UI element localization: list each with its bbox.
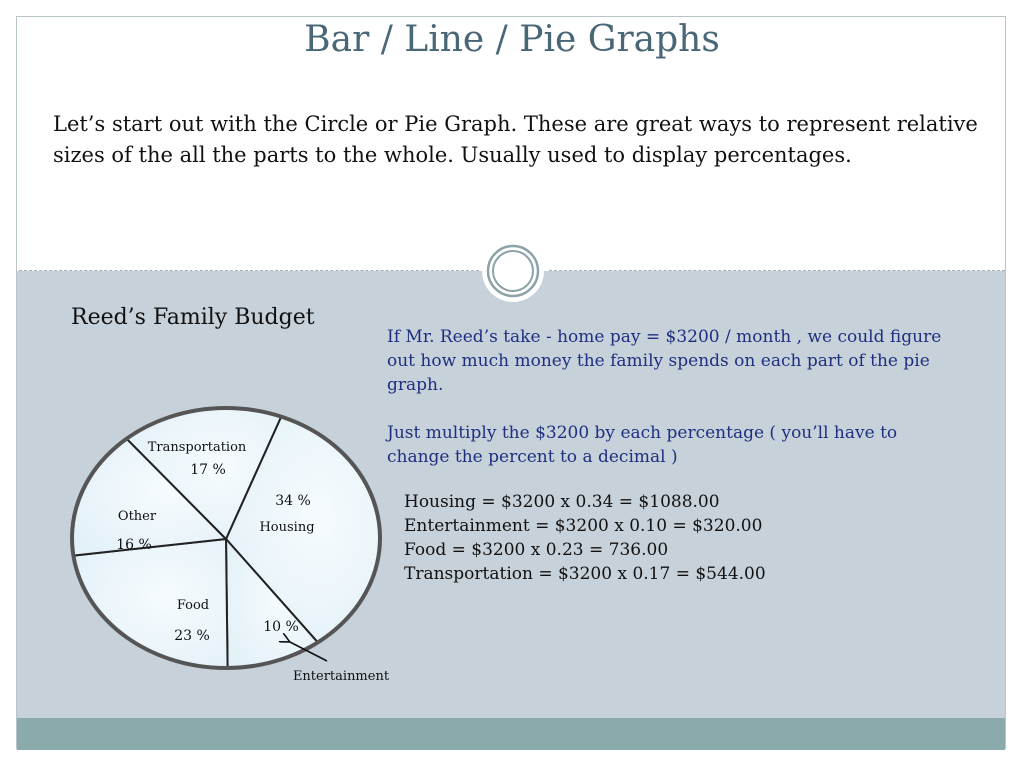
footer-bar: [17, 718, 1005, 750]
calculation-line-housing: Housing = $3200 x 0.34 = $1088.00: [404, 492, 720, 512]
slice-label-transportation: Transportation: [147, 440, 247, 455]
slice-label-housing: Housing: [259, 520, 315, 535]
slice-value-entertainment: 10 %: [263, 619, 299, 635]
slice-value-food: 23 %: [174, 628, 210, 644]
chart-title: Reed’s Family Budget: [71, 305, 315, 330]
slice-value-other: 16 %: [116, 537, 152, 553]
circle-ornament-icon: [481, 239, 545, 303]
calculations-list: [404, 490, 766, 586]
divider-line-left: [19, 270, 479, 271]
divider-line-right: [549, 270, 1005, 271]
calculation-line-transportation: Transportation = $3200 x 0.17 = $544.00: [404, 564, 766, 584]
explanation-paragraph-2: Just multiply the $3200 by each percentage ( you’ll have to change the percent to a decimal ): [387, 423, 898, 467]
explanation-paragraph-1: If Mr. Reed’s take - home pay = $3200 / month , we could figure out how much money the family spends on each part of the pie graph.: [387, 327, 942, 395]
pie-chart: [47, 403, 390, 684]
slide-title: Bar / Line / Pie Graphs: [304, 19, 720, 60]
calculation-line-food: Food = $3200 x 0.23 = 736.00: [404, 540, 669, 560]
slice-label-other: Other: [117, 509, 157, 524]
slide: [16, 16, 1006, 749]
slice-value-housing: 34 %: [275, 493, 311, 509]
slice-label-food: Food: [176, 598, 210, 613]
slice-label-entertainment: Entertainment: [292, 669, 390, 684]
intro-text: Let’s start out with the Circle or Pie Graph. These are great ways to represent relative sizes of the all the parts to the whole. Usually used to display percentages.: [53, 112, 978, 167]
slice-value-transportation: 17 %: [190, 462, 226, 478]
calculation-line-entertainment: Entertainment = $3200 x 0.10 = $320.00: [404, 516, 763, 536]
